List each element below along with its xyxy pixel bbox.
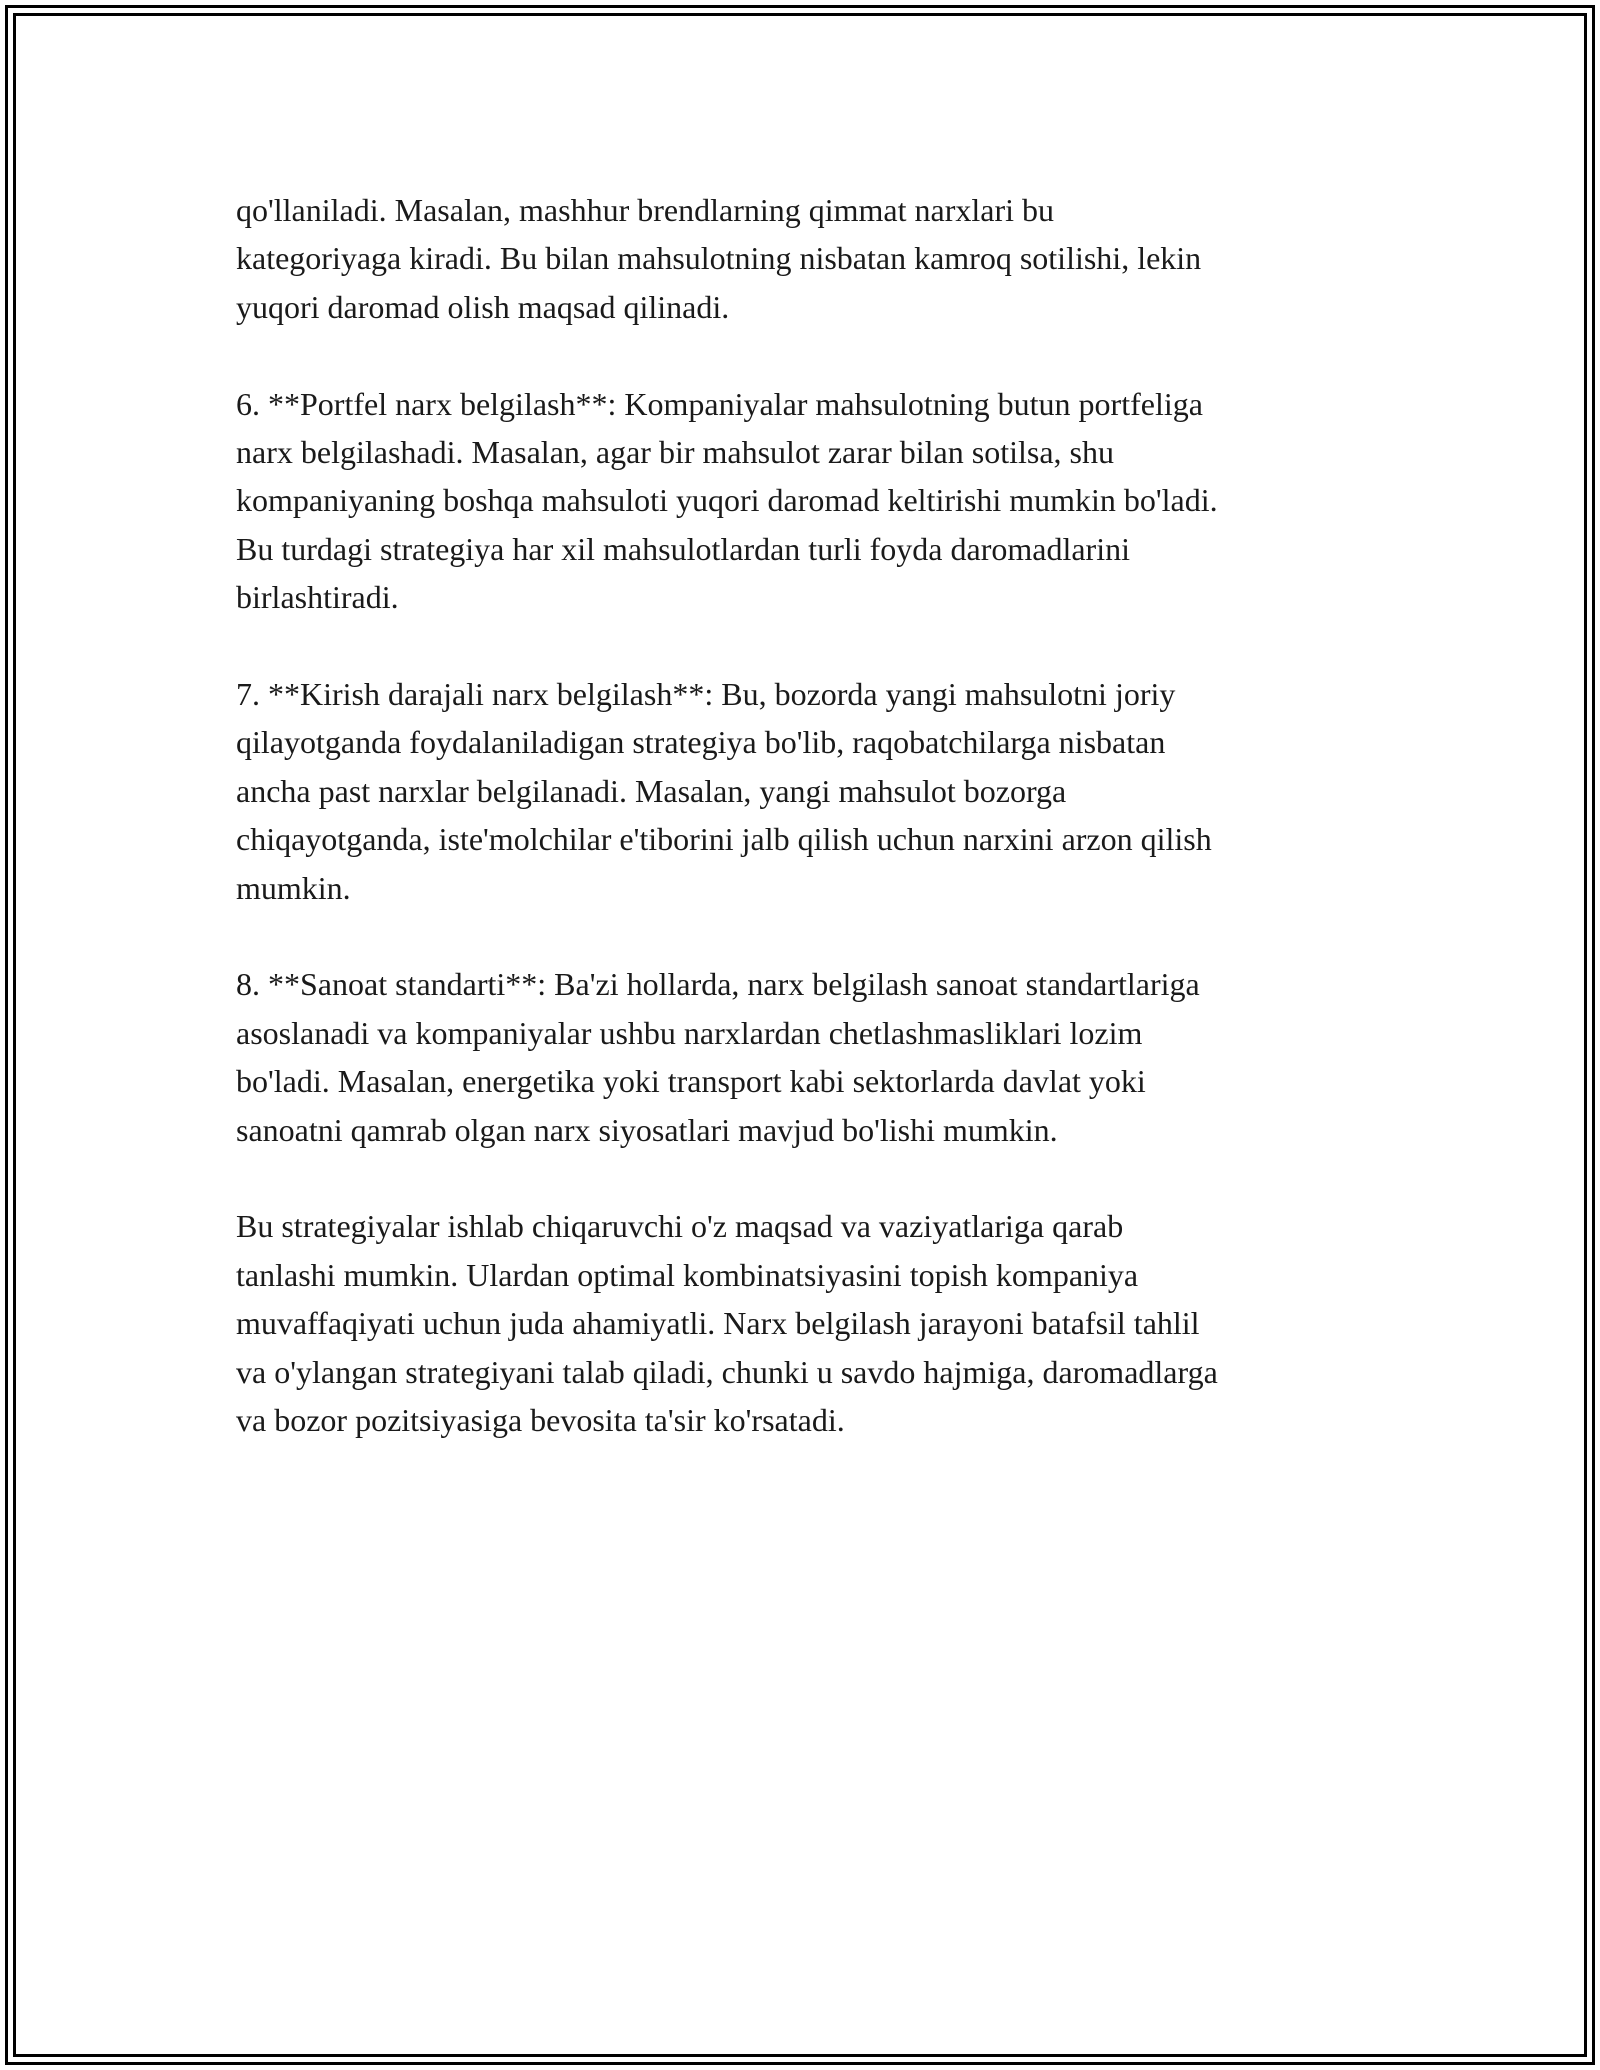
text-line: Bu turdagi strategiya har xil mahsulotlardan turli foyda daromadlarini: [236, 530, 1130, 567]
text-line: chiqayotganda, iste'molchilar e'tiborini jalb qilish uchun narxini arzon qilish: [236, 821, 1212, 858]
text-line: tanlashi mumkin. Ulardan optimal kombinatsiyasini topish kompaniya: [236, 1256, 1139, 1293]
paragraph-conclusion: [236, 1202, 1368, 1444]
paragraph-penetration-pricing: [236, 670, 1368, 912]
text-line: ancha past narxlar belgilanadi. Masalan, yangi mahsulot bozorga: [236, 772, 1067, 809]
text-line: yuqori daromad olish maqsad qilinadi.: [236, 288, 730, 325]
text-line: va bozor pozitsiyasiga bevosita ta'sir ko'rsatadi.: [236, 1402, 845, 1439]
text-line: bo'ladi. Masalan, energetika yoki transport kabi sektorlarda davlat yoki: [236, 1063, 1146, 1100]
text-line: qilayotganda foydalaniladigan strategiya bo'lib, raqobatchilarga nisbatan: [236, 724, 1166, 761]
text-line: va o'ylangan strategiyani talab qiladi, chunki u savdo hajmiga, daromadlarga: [236, 1353, 1218, 1390]
paragraph-portfolio-pricing: [236, 380, 1368, 622]
text-line: asoslanadi va kompaniyalar ushbu narxlardan chetlashmasliklari lozim: [236, 1014, 1143, 1051]
text-line: mumkin.: [236, 869, 351, 906]
text-line: sanoatni qamrab olgan narx siyosatlari mavjud bo'lishi mumkin.: [236, 1111, 1058, 1148]
text-line: 8. **Sanoat standarti**: Ba'zi hollarda, narx belgilash sanoat standartlariga: [236, 966, 1200, 1003]
paragraph-industry-standard: [236, 960, 1368, 1154]
text-line: 7. **Kirish darajali narx belgilash**: Bu, bozorda yangi mahsulotni joriy: [236, 676, 1176, 713]
text-line: narx belgilashadi. Masalan, agar bir mahsulot zarar bilan sotilsa, shu: [236, 434, 1114, 471]
text-line: 6. **Portfel narx belgilash**: Kompaniyalar mahsulotning butun portfeliga: [236, 385, 1203, 422]
text-line: kompaniyaning boshqa mahsuloti yuqori daromad keltirishi mumkin bo'ladi.: [236, 482, 1218, 519]
text-line: Bu strategiyalar ishlab chiqaruvchi o'z maqsad va vaziyatlariga qarab: [236, 1208, 1124, 1245]
text-line: birlashtiradi.: [236, 579, 399, 616]
text-line: kategoriyaga kiradi. Bu bilan mahsulotning nisbatan kamroq sotilishi, lekin: [236, 240, 1202, 277]
text-line: muvaffaqiyati uchun juda ahamiyatli. Narx belgilash jarayoni batafsil tahlil: [236, 1305, 1200, 1342]
paragraph-continuation: [236, 186, 1368, 331]
document-body: [236, 186, 1368, 1445]
text-line: qo'llaniladi. Masalan, mashhur brendlarning qimmat narxlari bu: [236, 192, 1054, 228]
